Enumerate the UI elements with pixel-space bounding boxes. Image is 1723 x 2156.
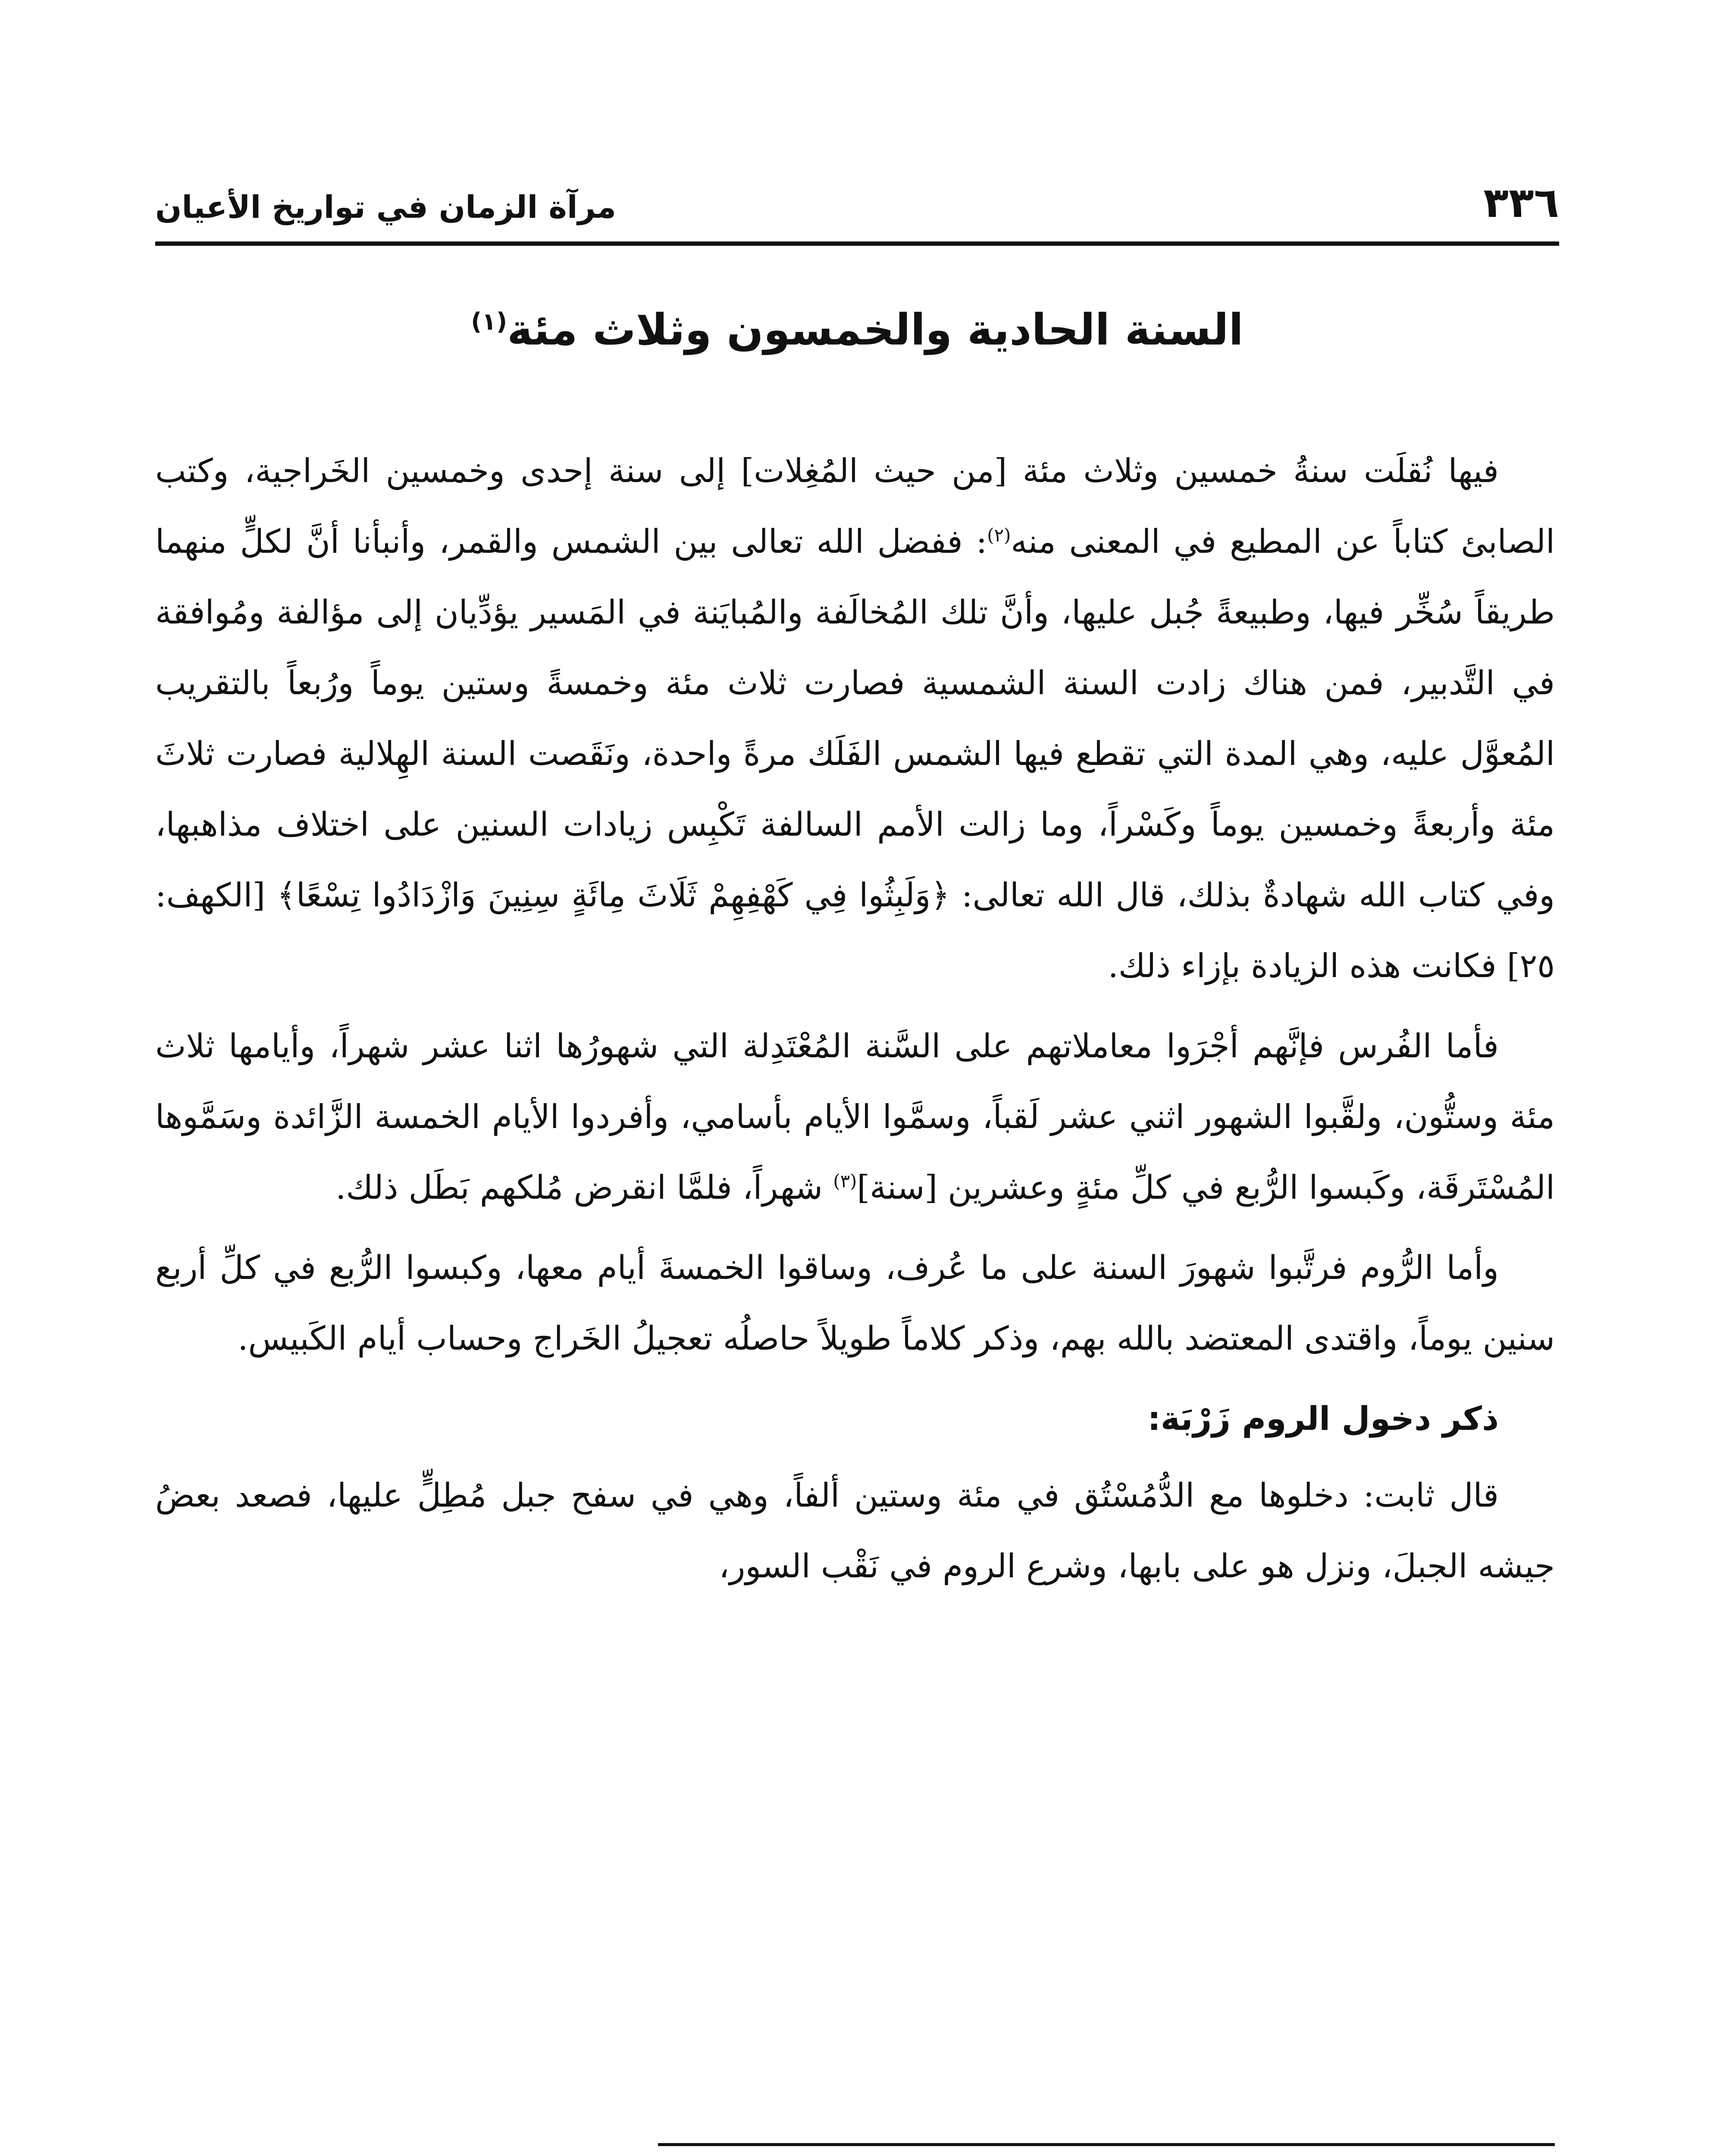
book-title: مرآة الزمان في تواريخ الأعيان xyxy=(155,189,616,225)
body-text xyxy=(155,436,1555,1611)
paragraph-text-continued: : ففضل الله تعالى بين الشمس والقمر، وأنبأنا أنَّ لكلٍّ منهما طريقاً سُخِّر فيها، وطبيعةً جُبل عليها، وأنَّ تلك المُخالَفة والمُبايَنة في المَسير يؤدِّيان إلى مؤالفة ومُوافقة في التَّدبير، فمن هناك زادت السنة الشمسية فصارت ثلاث مئة وخمسةً وستين يوماً ورُبعاً بالتقريب المُعوَّل عليه، وهي المدة التي تقطع فيها الشمس الفَلَك مرةً واحدة، ونَقَصت السنة الهِلالية فصارت ثلاثَ مئة وأربعةً وخمسين يوماً وكَسْراً، وما زالت الأمم السالفة تَكْبِس زيادات السنين على اختلاف مذاهبها، وفي كتاب الله شهادةٌ بذلك، قال الله تعالى: ﴿وَلَبِثُوا فِي كَهْفِهِمْ ثَلَاثَ مِائَةٍ سِنِينَ وَازْدَادُوا تِسْعًا﴾ [الكهف: ٢٥] فكانت هذه الزيادة بإزاء ذلك. xyxy=(155,522,1555,985)
footnote-rule xyxy=(658,2143,1555,2146)
paragraph-text: فيها نُقلَت سنةُ خمسين وثلاث مئة [من حيث المُغِلات] إلى سنة إحدى وخمسين الخَراجية، وكتب الصابئ كتاباً عن المطيع في المعنى منه xyxy=(155,451,1555,561)
paragraph-text: فأما الفُرس فإنَّهم أجْرَوا معاملاتهم على السَّنة المُعْتَدِلة التي شهورُها اثنا عشر شهراً، وأيامها ثلاث مئة وستُّون، ولقَّبوا الشهور اثني عشر لَقباً، وسمَّوا الأيام بأسامي، وأفردوا الأيام الخمسة الزَّائدة وسَمَّوها المُسْتَرقَة، وكَبسوا الرُّبع في كلِّ مئةٍ وعشرين [سنة] xyxy=(155,1027,1555,1206)
header-rule xyxy=(155,241,1559,246)
paragraph-calendar xyxy=(155,436,1555,1001)
section-title-text: السنة الحادية والخمسون وثلاث مئة xyxy=(507,304,1244,355)
paragraph-romans xyxy=(155,1232,1555,1374)
paragraph-text: وأما الرُّوم فرتَّبوا شهورَ السنة على ما عُرف، وساقوا الخمسةَ أيام معها، وكبسوا الرُّبع في كلِّ أربع سنين يوماً، واقتدى المعتضد بالله بهم، وذكر كلاماً طويلاً حاصلُه تعجيلُ الخَراج وحساب أيام الكَبيس. xyxy=(155,1248,1555,1357)
paragraph-persians xyxy=(155,1011,1555,1223)
page-number: ٣٣٦ xyxy=(1483,179,1559,227)
paragraph-zarba: قال ثابت: دخلوها مع الدُّمُسْتُق في مئة وستين ألفاً، وهي في سفح جبل مُطِلٍّ عليها، فصعد بعضُ جيشه الجبلَ، ونزل هو على بابها، وشرع الروم في نَقْب السور، xyxy=(155,1476,1555,1585)
section-title xyxy=(155,298,1559,362)
footnote-ref-1: (١) xyxy=(471,307,508,335)
footnote-ref-3: (٣) xyxy=(833,1170,857,1192)
subheading: ذكر دخول الروم زَرْبَة: xyxy=(1147,1399,1499,1438)
running-header xyxy=(155,170,1559,235)
footnote-ref-2: (٢) xyxy=(987,524,1011,546)
paragraph-text-continued: شهراً، فلمَّا انقرض مُلكهم بَطَل ذلك. xyxy=(335,1168,833,1206)
